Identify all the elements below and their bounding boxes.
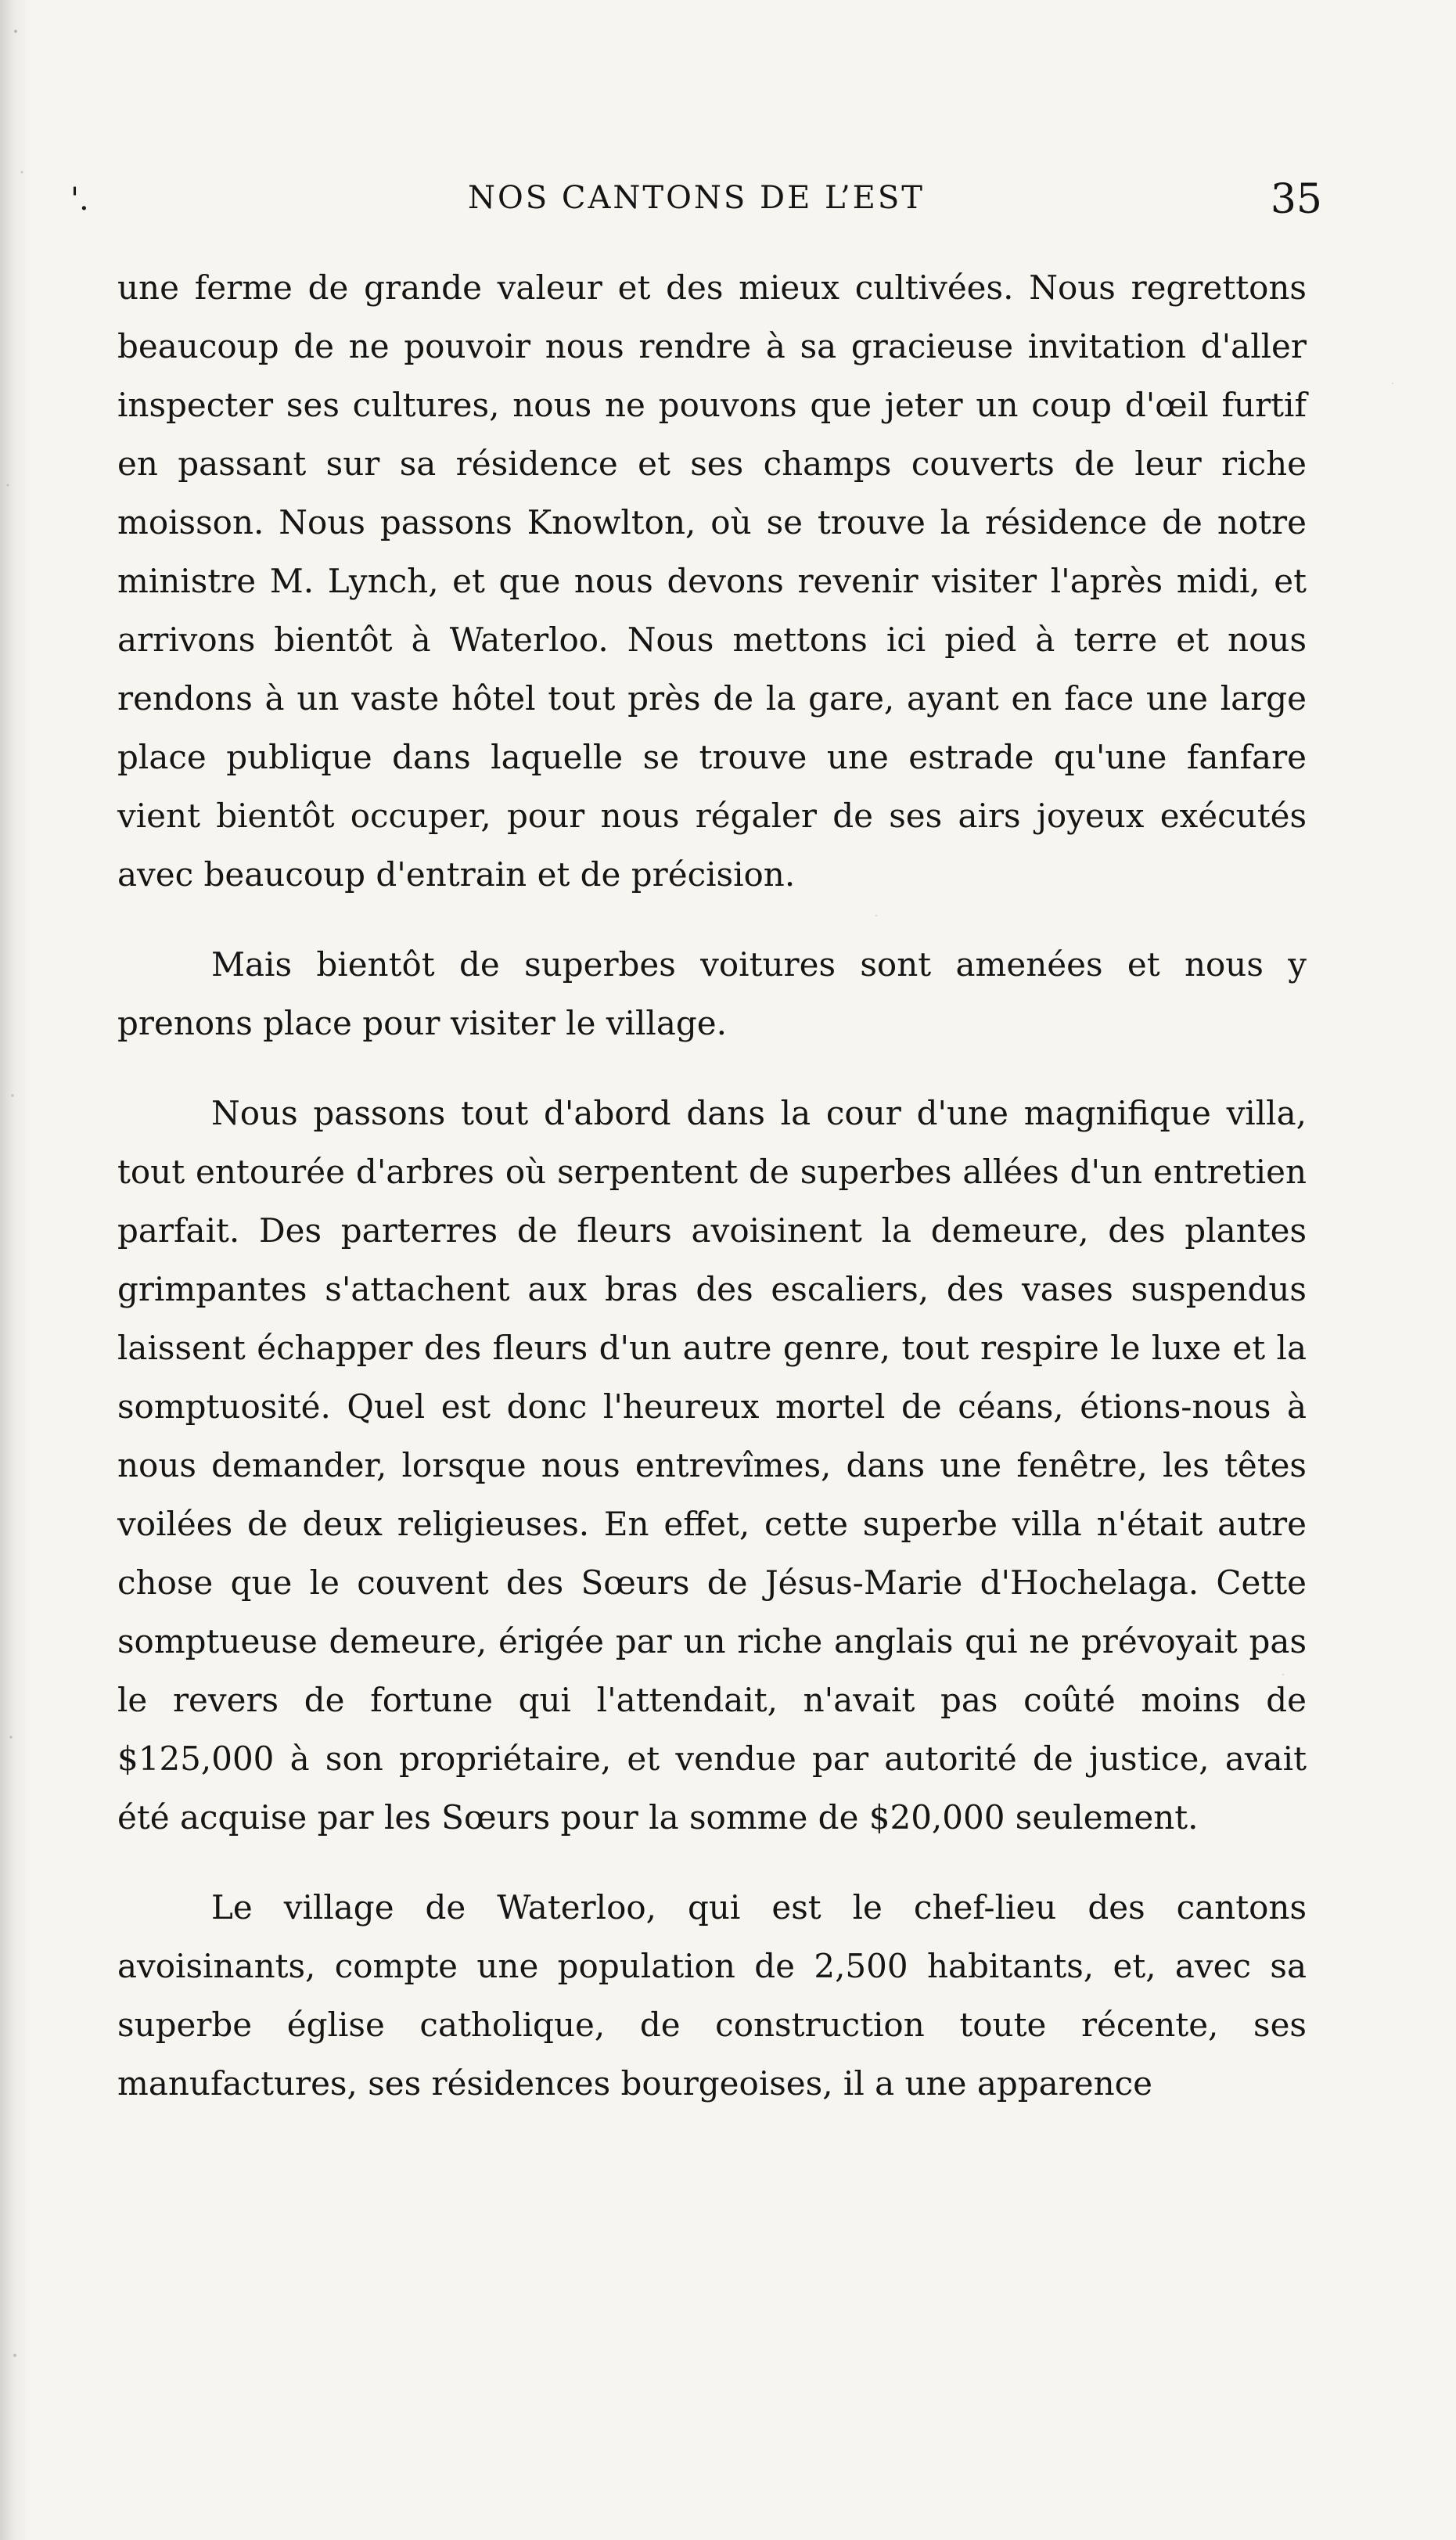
running-title: NOS CANTONS DE L’EST [468,180,925,216]
header-mark: '. [70,182,89,218]
paragraph-2: Mais bientôt de superbes voitures sont amenées et nous y prenons place pour visiter le village. [117,945,1307,1042]
paragraph-1: une ferme de grande valeur et des mieux cultivées. Nous regrettons beaucoup de ne pouvoir nous rendre à sa gracieuse invitation d'aller inspecter ses cultures, nous ne pouvons que jeter un coup d'œil furtif en passant sur sa résidence et ses champs couverts de leur riche moisson. Nous passons Knowlton, où se trouve la résidence de notre ministre M. Lynch, et que nous devons revenir visiter l'après midi, et arrivons bientôt à Waterloo. Nous mettons ici pied à terre et nous rendons à un vaste hôtel tout près de la gare, ayant en face une large place publique dans laquelle se trouve une estrade qu'une fanfare vient bientôt occuper, pour nous régaler de ses airs joyeux exécutés avec beaucoup d'entrain et de précision. [117,268,1307,894]
page-edge-shadow [0,0,31,2540]
paragraph-4: Le village de Waterloo, qui est le chef-lieu des cantons avoisinants, compte une population de 2,500 habitants, et, avec sa superbe église catholique, de construction toute récente, ses manufactures, ses résidences bourgeoises, il a une apparence [117,1888,1307,2103]
body-text [117,258,1307,2113]
paragraph-3: Nous passons tout d'abord dans la cour d'une magnifique villa, tout entourée d'arbres où serpentent de superbes allées d'un entretien parfait. Des parterres de fleurs avoisinent la demeure, des plantes grimpantes s'attachent aux bras des escaliers, des vases suspendus laissent échapper des fleurs d'un autre genre, tout respire le luxe et la somptuosité. Quel est donc l'heureux mortel de céans, étions-nous à nous demander, lorsque nous entrevîmes, dans une fenêtre, les têtes voilées de deux religieuses. En effet, cette superbe villa n'était autre chose que le couvent des Sœurs de Jésus-Marie d'Hochelaga. Cette somptueuse demeure, érigée par un riche anglais qui ne prévoyait pas le revers de fortune qui l'attendait, n'avait pas coûté moins de $125,000 à son propriétaire, et vendue par autorité de justice, avait été acquise par les Sœurs pour la somme de $20,000 seulement. [117,1094,1307,1837]
page-number: 35 [1270,176,1322,223]
page-header [70,176,1322,231]
